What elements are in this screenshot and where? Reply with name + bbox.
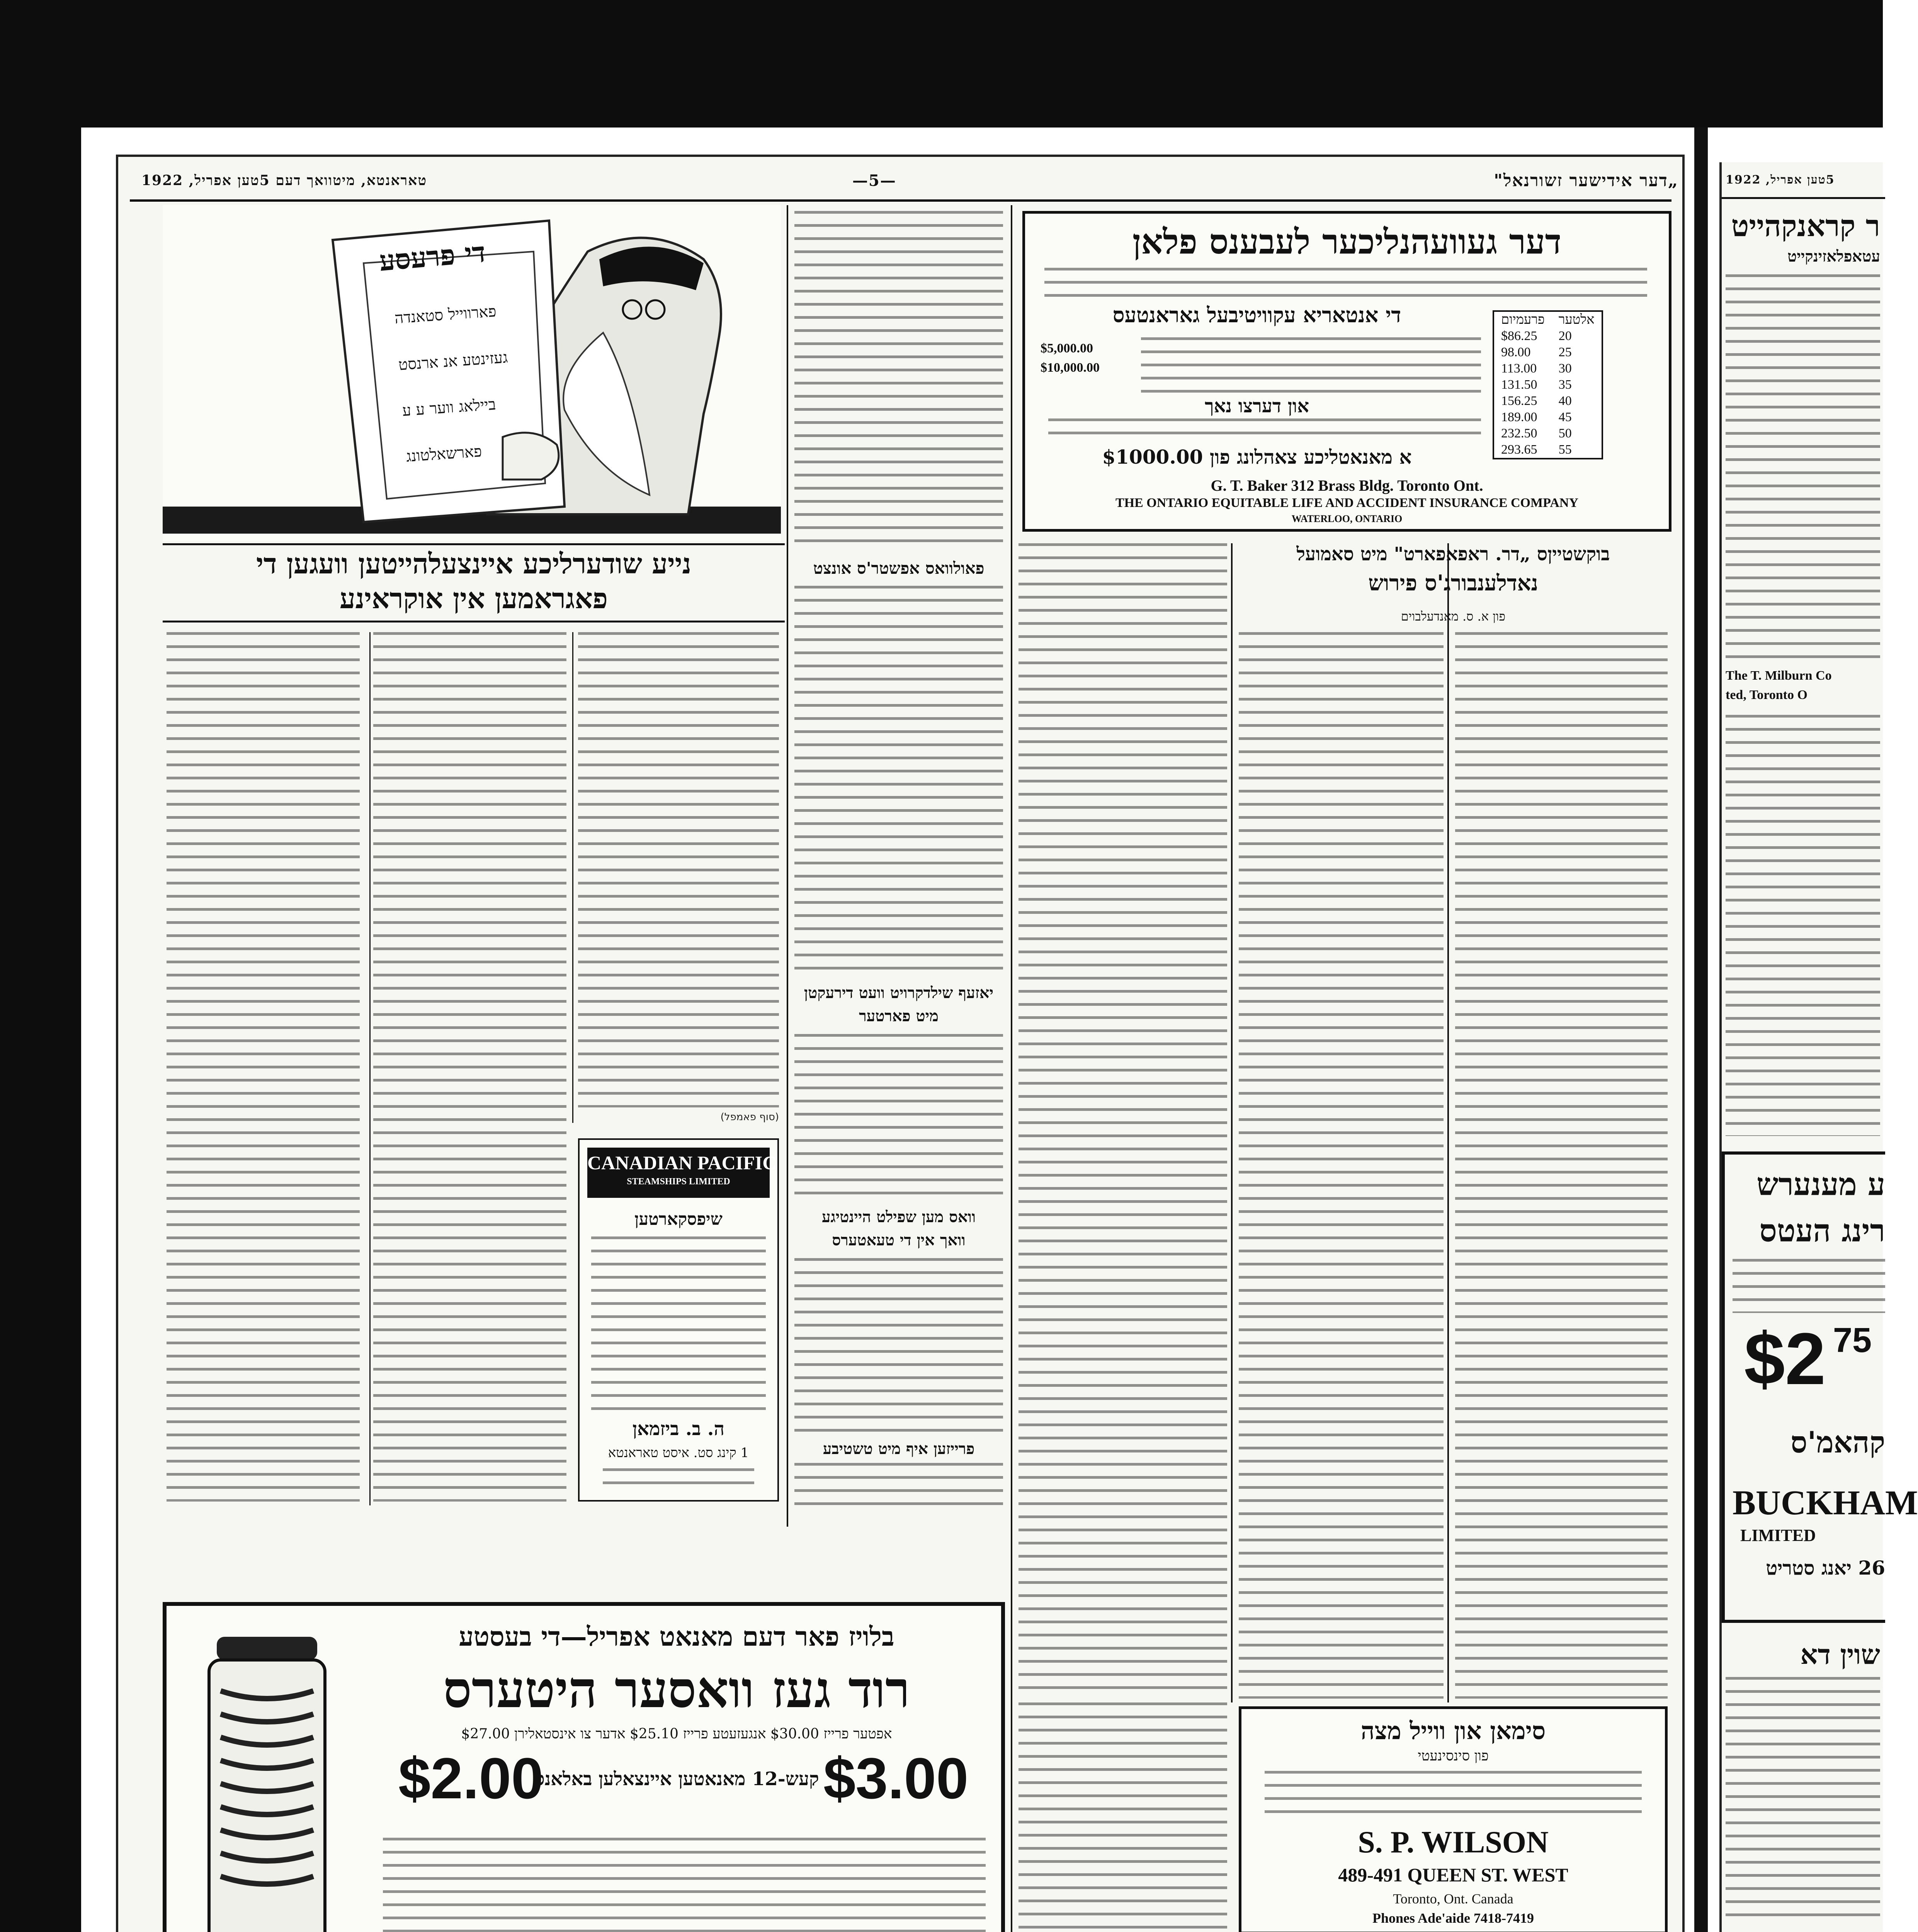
illustration-newspaper-line: געזינטע אנ ארנסט: [398, 349, 508, 374]
ad-body: [1141, 337, 1481, 395]
ad-body: [1048, 418, 1481, 442]
wilson-address: 489-491 QUEEN ST. WEST: [1338, 1864, 1568, 1886]
ad-body: [1044, 268, 1647, 299]
logo-subtext: STEAMSHIPS LIMITED: [627, 1177, 730, 1187]
reader-illustration: [163, 205, 781, 541]
article-body: [794, 586, 1003, 980]
column-divider: [1011, 205, 1012, 1932]
ad-city: WATERLOO, ONTARIO: [1291, 513, 1403, 524]
table-cell: 55: [1558, 442, 1572, 457]
article-body: [1726, 1677, 1880, 1924]
ad-subheadline: די אנטאריא עקוויטיבעל גאראנטעס: [1112, 303, 1401, 327]
rapaport-headline: בוקשטייןס „דר. ראפאפארט" מיט סאמועל: [1296, 543, 1610, 565]
canadian-pacific-ad: [578, 1138, 779, 1502]
table-cell: $86.25: [1501, 329, 1537, 343]
masthead: „דער אידישער זשורנאל": [1494, 171, 1679, 190]
ad-body: [591, 1236, 766, 1410]
ad-body: [383, 1838, 986, 1932]
article-headline: וואס מען שפילט היינטיגע: [821, 1208, 976, 1226]
next-page-fragment: [1719, 162, 1918, 1932]
table-cell: 232.50: [1501, 426, 1537, 440]
wilson-city: Toronto, Ont. Canada: [1393, 1891, 1513, 1906]
article-body: [794, 1258, 1003, 1436]
consumers-gas-ad: [163, 1602, 1005, 1932]
header-rule: [1722, 197, 1885, 199]
column-divider: [787, 205, 788, 1527]
ad-install-note: קעש-12 מאנאטען איינצאלען באלאנס: [534, 1768, 819, 1790]
ukraine-headline: נייע שודערליכע איינצעלהייטען וועגען די: [256, 547, 692, 580]
ad-disability-line: א מאנאטליכע צאהלונג פון $1000.00: [1102, 446, 1412, 468]
water-heater-icon: [186, 1621, 348, 1932]
scan-frame-left: [0, 0, 81, 1932]
page-dateline: 5טען אפריל, 1922: [1726, 173, 1835, 187]
article-body: [1239, 632, 1444, 1699]
milburn-line: The T. Milburn Co: [1726, 668, 1832, 683]
illustration-newspaper-line: ביילאג ווער ע ע: [401, 395, 497, 420]
article-body: [794, 1463, 1003, 1509]
ad-subline: פון סינסינעטי: [1418, 1748, 1489, 1764]
table-cell: 189.00: [1501, 410, 1537, 424]
ad-company: THE ONTARIO EQUITABLE LIFE AND ACCIDENT INSURANCE COMPANY: [1115, 496, 1579, 510]
scan-frame-top: [0, 0, 1883, 128]
wilson-phone: Phones Ade'aide 7418-7419: [1372, 1910, 1534, 1926]
article-headline: וואך אין די טעאטערס: [832, 1231, 966, 1249]
table-cell: 35: [1558, 378, 1572, 392]
table-header: אלטער: [1558, 313, 1595, 327]
table-header: פרעמיום: [1501, 313, 1545, 327]
table-cell: 131.50: [1501, 378, 1537, 392]
article-body: [1455, 632, 1668, 1699]
column-divider: [572, 632, 573, 1123]
price-right: $3.00: [823, 1746, 969, 1811]
brand-street: 26 יאנג סטריט: [1766, 1556, 1885, 1579]
article-body: [1019, 1702, 1227, 1932]
premium-table: [1493, 310, 1603, 459]
headline-rule: [163, 543, 785, 545]
ad-price-line: אפטער פרייז $30.00 אנגעזעטע פרייז $25.10 אדער צו אינסטאלירן $27.00: [461, 1726, 892, 1742]
article-headline: פרייזען איף מיט טשטיבע: [823, 1440, 975, 1458]
table-cell: 50: [1558, 426, 1572, 440]
rapaport-headline: נאדלענבורג'ס פירוש: [1368, 570, 1538, 596]
page-gutter: [1694, 128, 1708, 1932]
article-body: [794, 1034, 1003, 1204]
ad-headline: ע מענערש: [1756, 1166, 1885, 1202]
table-cell: 45: [1558, 410, 1572, 424]
table-cell: 20: [1558, 329, 1572, 343]
table-cell: 113.00: [1501, 361, 1537, 376]
ad-heading: שיפסקארטען: [634, 1209, 723, 1229]
brand-hebrew: קהאמ'ס: [1790, 1425, 1885, 1459]
article-body: [578, 632, 779, 1107]
price-dollars: $2: [1744, 1318, 1826, 1400]
ad-mid-heading: און דערצו נאך: [1204, 395, 1309, 417]
fragment-headline: עטאפלאזינקייט: [1787, 247, 1880, 265]
price-cents: 75: [1833, 1321, 1872, 1360]
article-signature: (סוף פאמפל): [720, 1111, 779, 1123]
article-headline: מיט פארטער: [859, 1007, 939, 1025]
wilson-matzo-ad: [1239, 1706, 1668, 1932]
table-cell: 156.25: [1501, 394, 1537, 408]
ad-top-line: בלויז פאר דעם מאנאט אפריל—די בעסטע: [459, 1621, 894, 1652]
ad-amount: $10,000.00: [1041, 361, 1100, 375]
milburn-line: ted, Toronto O: [1726, 688, 1807, 702]
fragment-headline: ר קראנקהייט: [1731, 209, 1880, 243]
article-body: [1726, 715, 1880, 1136]
ad-body: [1733, 1259, 1885, 1313]
rapaport-byline: פון א. ס. מאנדעלבוים: [1401, 609, 1506, 624]
ad-amount: $5,000.00: [1041, 341, 1093, 355]
table-cell: 40: [1558, 394, 1572, 408]
illustration-newspaper-line: פארווייל סטאנדה: [394, 302, 497, 328]
ad-headline: רינג העטס: [1759, 1213, 1885, 1249]
table-cell: 293.65: [1501, 442, 1537, 457]
wilson-name: S. P. WILSON: [1358, 1825, 1549, 1859]
article-body: [1019, 543, 1227, 1691]
page-dateline: טאראנטא, מיטוואך דעם 5טען אפריל, 1922: [141, 172, 427, 189]
illustration-newspaper-line: פארשאלטונג: [405, 442, 483, 466]
article-body: [794, 211, 1003, 551]
column-divider: [1231, 543, 1233, 1702]
price-left: $2.00: [398, 1746, 544, 1811]
page-number: —5—: [852, 172, 896, 190]
ad-headline: דער געוועהנליכער לעבענס פלאן: [1132, 221, 1562, 262]
ad-headline: סימאן און ווייל מצה: [1360, 1717, 1546, 1745]
brand-latin: BUCKHAM: [1733, 1484, 1918, 1522]
article-headline: יאזעף שילדקרויט וועט דירעקטן: [804, 984, 994, 1002]
ad-headline: רוד געז וואסער היטערס: [443, 1660, 910, 1719]
brand-limited: LIMITED: [1740, 1526, 1816, 1545]
agent-name: ה. ב. ביזמאן: [632, 1418, 725, 1440]
table-cell: 25: [1558, 345, 1572, 359]
ad-body: [1265, 1771, 1642, 1821]
buckham-ad: [1722, 1151, 1918, 1623]
ontario-equitable-ad: [1022, 211, 1671, 532]
headline-rule: [163, 621, 785, 622]
logo-text: CANADIAN PACIFIC: [587, 1152, 777, 1173]
ad-agent: G. T. Baker 312 Brass Bldg. Toronto Ont.: [1211, 477, 1483, 494]
header-rule: [130, 199, 1671, 202]
ad-body: [603, 1468, 754, 1492]
agent-address: 1 קינג סט. איסט טאראנטא: [608, 1445, 749, 1461]
newspaper-page: [116, 155, 1685, 1932]
column-divider: [1447, 543, 1449, 1702]
article-headline: פאולוואס אפשטר'ס אונצט: [813, 559, 985, 578]
article-body: [1726, 274, 1880, 661]
table-cell: 30: [1558, 361, 1572, 376]
ukraine-headline: פאגראמען אין אוקראינע: [340, 582, 608, 615]
table-cell: 98.00: [1501, 345, 1531, 359]
fragment-headline: שוין דא: [1800, 1638, 1880, 1670]
illustration-newspaper-title: די פרעסע: [377, 235, 487, 277]
article-body: [373, 632, 566, 1502]
column-divider: [369, 632, 371, 1505]
article-body: [167, 632, 360, 1502]
